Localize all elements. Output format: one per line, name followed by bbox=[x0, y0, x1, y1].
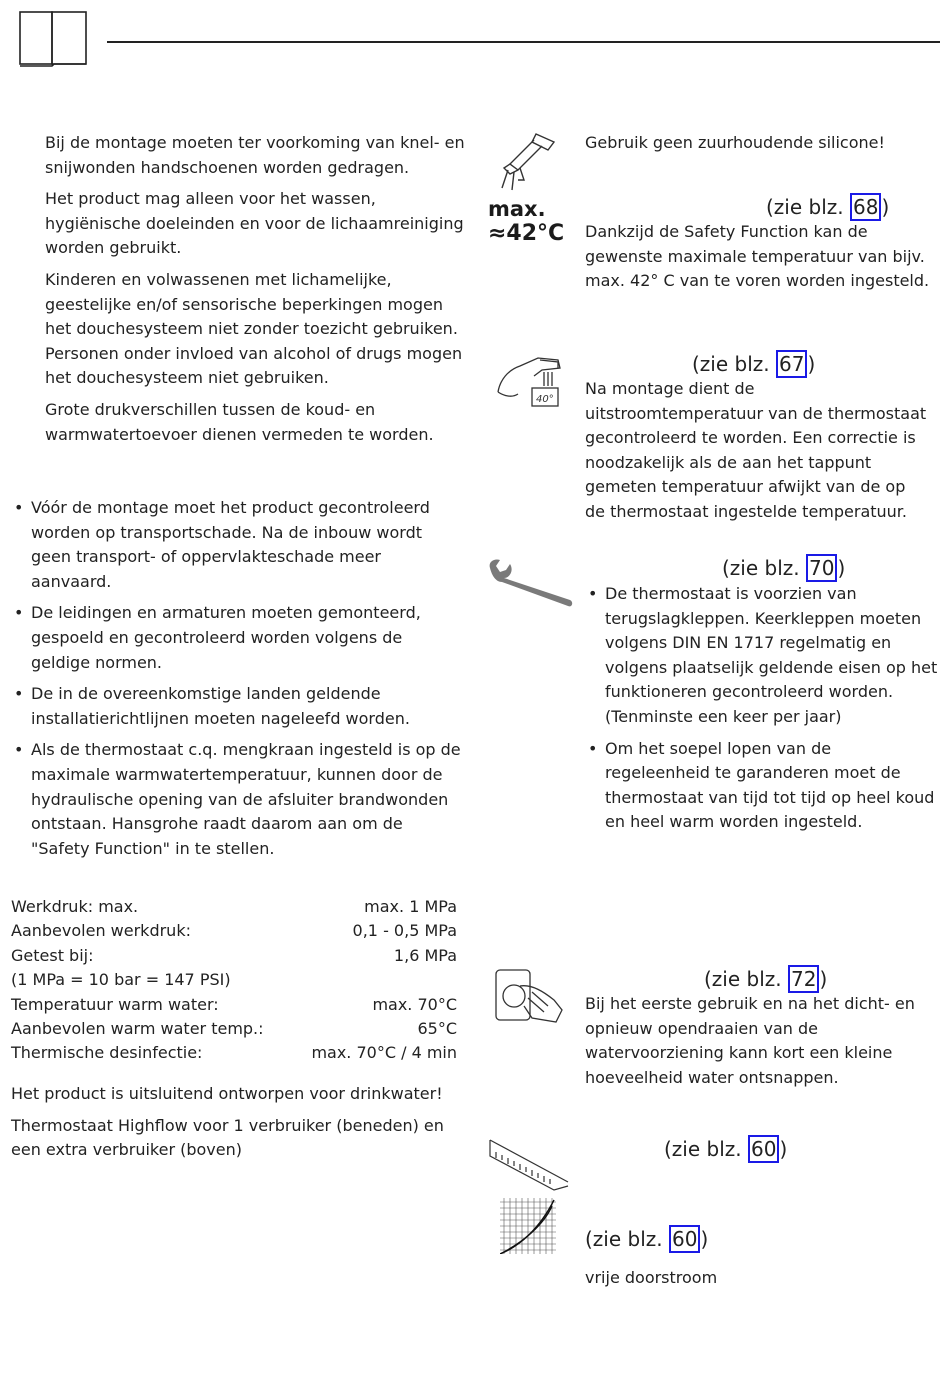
ref-prefix: (zie blz. bbox=[766, 195, 850, 219]
spec-label: Getest bij: bbox=[11, 945, 94, 965]
silicone-warning: Gebruik geen zuurhoudende silicone! bbox=[585, 133, 885, 152]
ref-suffix: ) bbox=[700, 1227, 709, 1251]
list-item: • Om het soepel lopen van de regeleenheid te garanderen moet de thermostaat van tijd tot tijd op heel koud en heel warm worden ingesteld. bbox=[585, 737, 940, 835]
spec-table bbox=[11, 895, 457, 1066]
max-label: max. bbox=[488, 197, 546, 221]
ref-suffix: ) bbox=[819, 967, 828, 991]
calibration-text: Na montage dient de uitstroomtemperatuur van de thermostaat gecontroleerd te worden. Een correctie is noodzakelijk als de aan het tappunt gemeten temperatuur afwijkt van de op de thermostaat ingestelde temperatuur. bbox=[585, 379, 927, 521]
ref-prefix: (zie blz. bbox=[664, 1137, 748, 1161]
list-item: • De leidingen en armaturen moeten gemonteerd, gespoeld en gecontroleerd worden volgens de geldige normen. bbox=[11, 601, 463, 675]
footer-paragraph: Het product is uitsluitend ontworpen voor drinkwater! bbox=[11, 1084, 443, 1103]
intro-paragraph: Grote drukverschillen tussen de koud- en warmwatertoevoer dienen vermeden te worden. bbox=[45, 399, 434, 444]
thermometer-reading: 40° bbox=[536, 394, 554, 405]
left-footer bbox=[11, 1082, 457, 1170]
spec-row bbox=[11, 1041, 457, 1065]
ref-suffix: ) bbox=[807, 352, 816, 376]
page-reference bbox=[704, 966, 827, 992]
left-intro bbox=[45, 131, 465, 454]
spec-value: 65°C bbox=[417, 1019, 457, 1039]
list-item: • Vóór de montage moet het product gecontroleerd worden op transportschade. Na de inbouw wordt geen transport- of oppervlakteschade meer aanvaard. bbox=[11, 496, 463, 594]
spec-label: Thermische desinfectie: bbox=[11, 1043, 203, 1063]
spec-row bbox=[11, 1017, 457, 1041]
page-link-67[interactable]: 67 bbox=[776, 350, 807, 378]
header-rule bbox=[107, 41, 940, 43]
intro-paragraph: Het product mag alleen voor het wassen, hygiënische doeleinden en voor de lichaamreiniging worden gebruikt. bbox=[45, 189, 464, 258]
page-reference bbox=[722, 555, 845, 581]
wrench-icon bbox=[486, 558, 576, 610]
ref-prefix: (zie blz. bbox=[585, 1227, 669, 1251]
ref-prefix: (zie blz. bbox=[704, 967, 788, 991]
spec-value: 0,1 - 0,5 MPa bbox=[352, 921, 457, 941]
spec-value: 1,6 MPa bbox=[393, 945, 457, 965]
spec-value: max. 1 MPa bbox=[364, 897, 457, 916]
spec-label: Werkdruk: max. bbox=[11, 897, 139, 916]
spec-row bbox=[11, 895, 457, 919]
page-reference bbox=[766, 194, 889, 220]
page-reference bbox=[585, 1226, 708, 1252]
spec-row bbox=[11, 968, 457, 992]
spec-label: Aanbevolen werkdruk: bbox=[11, 921, 191, 941]
ruler-icon bbox=[488, 1138, 570, 1192]
spec-label: Aanbevolen warm water temp.: bbox=[11, 1019, 264, 1039]
spec-row bbox=[11, 919, 457, 943]
flow-label: vrije doorstroom bbox=[585, 1268, 718, 1287]
left-bullets bbox=[11, 496, 463, 868]
spec-value: max. 70°C bbox=[372, 994, 457, 1014]
page-reference bbox=[692, 351, 815, 377]
spec-label: Temperatuur warm water: bbox=[11, 994, 219, 1014]
temperature-check-icon bbox=[494, 352, 562, 412]
spec-row bbox=[11, 944, 457, 968]
intro-paragraph: Kinderen en volwassenen met lichamelijke, geestelijke en/of sensorische beperkingen mogen het douchesysteem niet zonder toezicht gebruiken. Personen onder invloed van alcohol of drugs mogen het douchesysteem niet gebruiken. bbox=[45, 269, 463, 388]
safety-function-text: Dankzijd de Safety Function kan de gewenste maximale temperatuur van bijv. max. 42° C van te voren worden ingesteld. bbox=[585, 222, 930, 291]
silicone-gun-icon bbox=[496, 130, 558, 192]
flow-diagram-icon bbox=[500, 1198, 556, 1254]
temperature-label: ≈42°C bbox=[488, 221, 565, 246]
page-link-60[interactable]: 60 bbox=[748, 1135, 779, 1163]
ref-suffix: ) bbox=[837, 556, 846, 580]
ref-prefix: (zie blz. bbox=[722, 556, 806, 580]
page-link-60[interactable]: 60 bbox=[669, 1225, 700, 1253]
maintenance-bullets bbox=[585, 582, 940, 842]
page-reference bbox=[664, 1136, 787, 1162]
footer-paragraph: Thermostaat Highflow voor 1 verbruiker (beneden) en een extra verbruiker (boven) bbox=[11, 1115, 444, 1160]
first-use-text: Bij het eerste gebruik en na het dicht- en opnieuw opendraaien van de watervoorziening kann kort een kleine hoeveelheid water ontsnappen. bbox=[585, 994, 915, 1087]
book-icon bbox=[18, 10, 88, 68]
ref-suffix: ) bbox=[881, 195, 890, 219]
list-item: • Als de thermostaat c.q. mengkraan ingesteld is op de maximale warmwatertemperatuur, kunnen door de hydraulische opening van de afsluiter brandwonden ontstaan. Hansgrohe raadt daarom aan om de "Safety Function" in te stellen. bbox=[11, 738, 463, 861]
ref-suffix: ) bbox=[779, 1137, 788, 1161]
page-link-72[interactable]: 72 bbox=[788, 965, 819, 993]
spec-value: max. 70°C / 4 min bbox=[311, 1043, 457, 1063]
page-link-70[interactable]: 70 bbox=[806, 554, 837, 582]
ref-prefix: (zie blz. bbox=[692, 352, 776, 376]
intro-paragraph: Bij de montage moeten ter voorkoming van knel- en snijwonden handschoenen worden gedragen. bbox=[45, 133, 465, 177]
list-item: • De in de overeenkomstige landen geldende installatierichtlijnen moeten nageleefd worden. bbox=[11, 682, 463, 731]
spec-label: (1 MPa = 10 bar = 147 PSI) bbox=[11, 970, 231, 990]
spec-row bbox=[11, 993, 457, 1017]
page-link-68[interactable]: 68 bbox=[850, 193, 881, 221]
list-item: • De thermostaat is voorzien van terugslagkleppen. Keerkleppen moeten volgens DIN EN 1717 regelmatig en volgens plaatselijk geldende eisen op het funktioneren gecontroleerd worden. (Tenminste een keer per jaar) bbox=[585, 582, 940, 730]
handle-operation-icon bbox=[492, 966, 564, 1024]
